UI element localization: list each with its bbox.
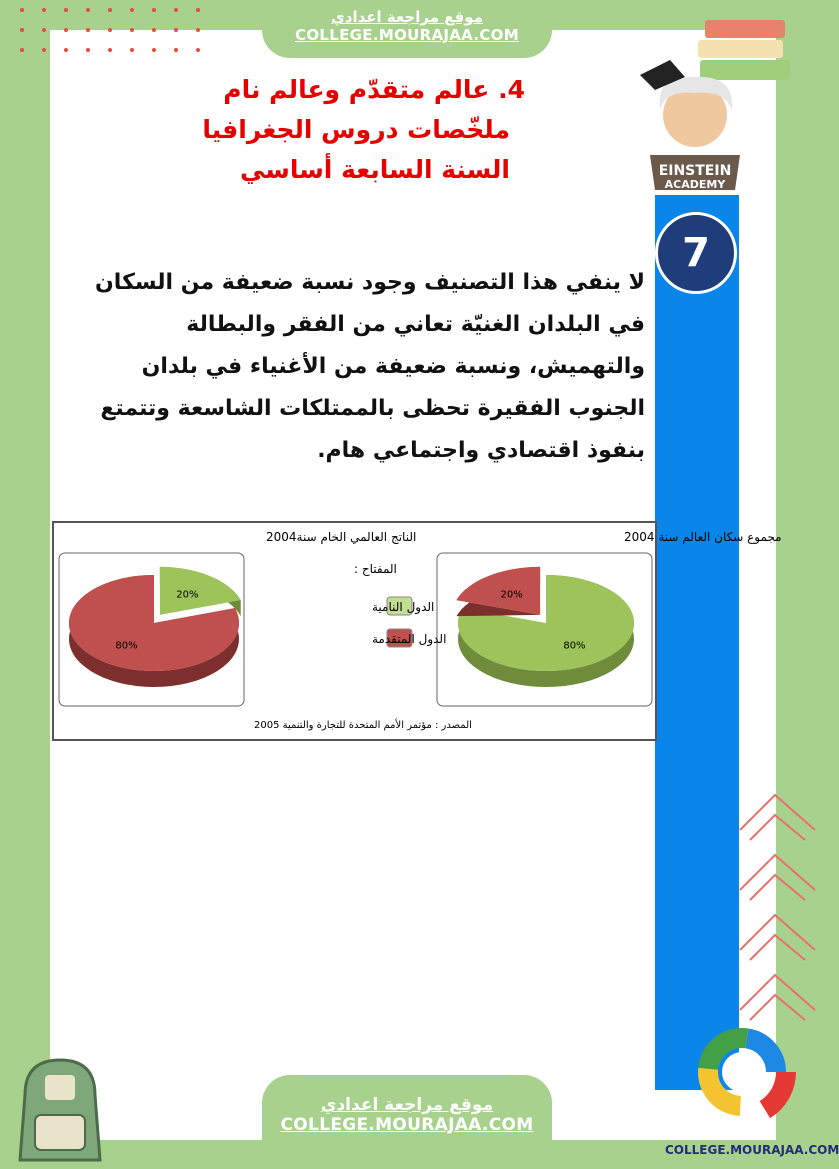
title-line-1: 4. عالم متقدّم وعالم نام [223,75,525,104]
backpack-icon [10,1055,115,1165]
legend-label-developing: الدول النامية [372,600,435,614]
footer-site-url-link[interactable]: COLLEGE.MOURAJAA.COM [280,1115,534,1135]
svg-text:ACADEMY: ACADEMY [664,178,726,191]
site-name: موقع مراجعة اعدادي [331,8,483,26]
body-paragraph: لا ينفي هذا التصنيف وجود نسبة ضعيفة من السكان في البلدان الغنيّة تعاني من الفقر والبطالة والتهميش، ونسبة ضعيفة من الأغنياء في بلدان الجنوب الفقيرة تحظى بالممتلكات الشاسعة وتتمتع بنفوذ اقتصادي واجتماعي هام. [95,270,645,463]
pie-charts-figure [52,521,782,741]
gdp-pie-slice-label: 20% [176,589,199,601]
legend-title: المفتاح : [354,562,397,576]
legend-label-developed: الدول المتقدمة [372,632,447,646]
chart-title-population: مجموع سكان العالم سنة 2004 [624,530,782,544]
einstein-academy-logo [640,15,790,195]
footer-site-name: موقع مراجعة اعدادي [320,1095,494,1115]
site-url-link[interactable]: COLLEGE.MOURAJAA.COM [295,26,519,44]
population-pie-slice-label: 20% [500,589,523,601]
footer-banner [262,1075,552,1169]
subjects-wheel-logo [695,1025,790,1120]
gdp-pie-slice [160,567,241,615]
gdp-pie-slice-label: 80% [115,640,138,652]
corner-site-url[interactable]: COLLEGE.MOURAJAA.COM [665,1143,839,1157]
page-title [180,70,525,190]
page-number-badge: 7 [655,212,737,294]
title-line-2: ملخّصات دروس الجغرافيا [202,115,510,144]
side-blue-bar [655,195,739,1090]
chevron-decorations [735,790,820,1040]
population-pie-slice-label: 80% [563,640,586,652]
chart-source: المصدر : مؤتمر الأمم المتحدة للتجارة والتنمية 2005 [254,720,472,731]
header-banner [262,0,552,58]
chart-title-gdp: الناتج العالمي الخام سنة2004 [266,530,417,544]
logo-text: EINSTEIN [658,163,732,179]
decorative-dots [0,0,200,60]
title-line-3: السنة السابعة أساسي [239,155,510,184]
